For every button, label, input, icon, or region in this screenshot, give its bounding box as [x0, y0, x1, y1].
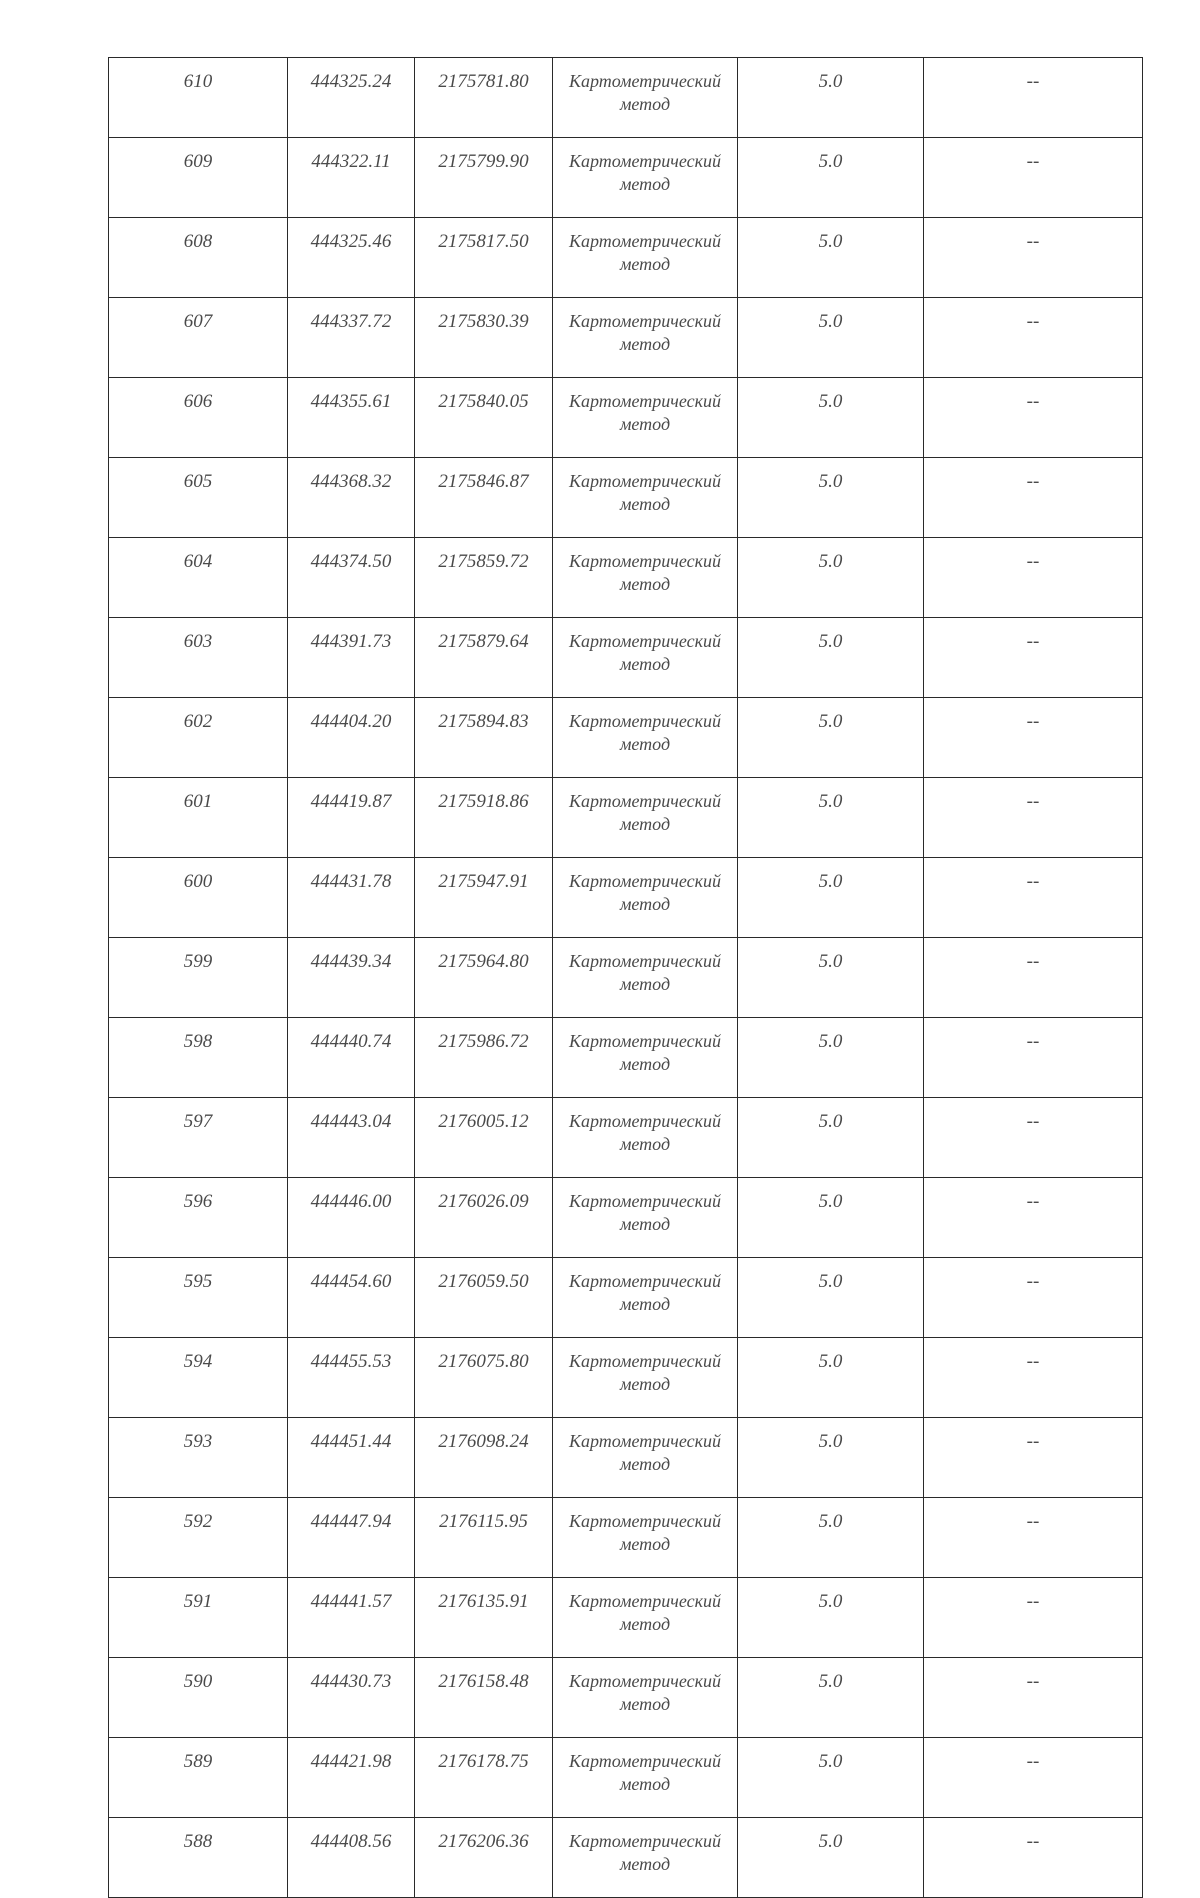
y-coordinate-cell: 2175986.72	[415, 1018, 553, 1098]
accuracy-cell: 5.0	[738, 138, 924, 218]
point-number-cell: 607	[109, 298, 288, 378]
note-cell: --	[924, 858, 1143, 938]
point-number-cell: 603	[109, 618, 288, 698]
x-coordinate-cell: 444325.24	[288, 58, 415, 138]
point-number-cell: 608	[109, 218, 288, 298]
table-row	[109, 858, 1143, 938]
y-coordinate-cell: 2175964.80	[415, 938, 553, 1018]
table-row	[109, 778, 1143, 858]
point-number-cell: 590	[109, 1658, 288, 1738]
y-coordinate-cell: 2176026.09	[415, 1178, 553, 1258]
accuracy-cell: 5.0	[738, 858, 924, 938]
coordinates-table	[108, 57, 1143, 1898]
accuracy-cell: 5.0	[738, 298, 924, 378]
note-cell: --	[924, 1418, 1143, 1498]
y-coordinate-cell: 2176075.80	[415, 1338, 553, 1418]
point-number-cell: 604	[109, 538, 288, 618]
x-coordinate-cell: 444368.32	[288, 458, 415, 538]
table-row	[109, 1178, 1143, 1258]
point-number-cell: 596	[109, 1178, 288, 1258]
method-cell: Картометрический метод	[553, 778, 738, 858]
note-cell: --	[924, 1338, 1143, 1418]
x-coordinate-cell: 444408.56	[288, 1818, 415, 1898]
accuracy-cell: 5.0	[738, 618, 924, 698]
point-number-cell: 605	[109, 458, 288, 538]
method-cell: Картометрический метод	[553, 58, 738, 138]
method-cell: Картометрический метод	[553, 858, 738, 938]
y-coordinate-cell: 2176115.95	[415, 1498, 553, 1578]
y-coordinate-cell: 2176178.75	[415, 1738, 553, 1818]
note-cell: --	[924, 618, 1143, 698]
x-coordinate-cell: 444337.72	[288, 298, 415, 378]
point-number-cell: 602	[109, 698, 288, 778]
x-coordinate-cell: 444431.78	[288, 858, 415, 938]
note-cell: --	[924, 1578, 1143, 1658]
accuracy-cell: 5.0	[738, 1178, 924, 1258]
note-cell: --	[924, 778, 1143, 858]
accuracy-cell: 5.0	[738, 1258, 924, 1338]
y-coordinate-cell: 2176005.12	[415, 1098, 553, 1178]
point-number-cell: 589	[109, 1738, 288, 1818]
accuracy-cell: 5.0	[738, 698, 924, 778]
y-coordinate-cell: 2175840.05	[415, 378, 553, 458]
table-row	[109, 1018, 1143, 1098]
method-cell: Картометрический метод	[553, 698, 738, 778]
y-coordinate-cell: 2175918.86	[415, 778, 553, 858]
y-coordinate-cell: 2175859.72	[415, 538, 553, 618]
y-coordinate-cell: 2176059.50	[415, 1258, 553, 1338]
table-row	[109, 298, 1143, 378]
table-row	[109, 1258, 1143, 1338]
note-cell: --	[924, 1818, 1143, 1898]
accuracy-cell: 5.0	[738, 1738, 924, 1818]
accuracy-cell: 5.0	[738, 458, 924, 538]
y-coordinate-cell: 2175781.80	[415, 58, 553, 138]
x-coordinate-cell: 444455.53	[288, 1338, 415, 1418]
accuracy-cell: 5.0	[738, 778, 924, 858]
method-cell: Картометрический метод	[553, 1258, 738, 1338]
y-coordinate-cell: 2176098.24	[415, 1418, 553, 1498]
x-coordinate-cell: 444374.50	[288, 538, 415, 618]
point-number-cell: 609	[109, 138, 288, 218]
note-cell: --	[924, 218, 1143, 298]
method-cell: Картометрический метод	[553, 138, 738, 218]
y-coordinate-cell: 2175947.91	[415, 858, 553, 938]
method-cell: Картометрический метод	[553, 1098, 738, 1178]
point-number-cell: 595	[109, 1258, 288, 1338]
method-cell: Картометрический метод	[553, 538, 738, 618]
y-coordinate-cell: 2176135.91	[415, 1578, 553, 1658]
point-number-cell: 610	[109, 58, 288, 138]
method-cell: Картометрический метод	[553, 458, 738, 538]
point-number-cell: 600	[109, 858, 288, 938]
point-number-cell: 601	[109, 778, 288, 858]
accuracy-cell: 5.0	[738, 1018, 924, 1098]
table-row	[109, 218, 1143, 298]
point-number-cell: 592	[109, 1498, 288, 1578]
x-coordinate-cell: 444443.04	[288, 1098, 415, 1178]
note-cell: --	[924, 1658, 1143, 1738]
table-row	[109, 938, 1143, 1018]
table-row	[109, 1418, 1143, 1498]
accuracy-cell: 5.0	[738, 1578, 924, 1658]
x-coordinate-cell: 444419.87	[288, 778, 415, 858]
note-cell: --	[924, 458, 1143, 538]
accuracy-cell: 5.0	[738, 1098, 924, 1178]
table-row	[109, 1578, 1143, 1658]
table-row	[109, 1498, 1143, 1578]
point-number-cell: 598	[109, 1018, 288, 1098]
table-row	[109, 58, 1143, 138]
point-number-cell: 593	[109, 1418, 288, 1498]
method-cell: Картометрический метод	[553, 218, 738, 298]
method-cell: Картометрический метод	[553, 378, 738, 458]
point-number-cell: 588	[109, 1818, 288, 1898]
table-row	[109, 618, 1143, 698]
note-cell: --	[924, 58, 1143, 138]
method-cell: Картометрический метод	[553, 1738, 738, 1818]
accuracy-cell: 5.0	[738, 1818, 924, 1898]
y-coordinate-cell: 2175830.39	[415, 298, 553, 378]
accuracy-cell: 5.0	[738, 378, 924, 458]
x-coordinate-cell: 444391.73	[288, 618, 415, 698]
accuracy-cell: 5.0	[738, 218, 924, 298]
note-cell: --	[924, 1098, 1143, 1178]
y-coordinate-cell: 2176206.36	[415, 1818, 553, 1898]
x-coordinate-cell: 444430.73	[288, 1658, 415, 1738]
method-cell: Картометрический метод	[553, 298, 738, 378]
x-coordinate-cell: 444325.46	[288, 218, 415, 298]
x-coordinate-cell: 444441.57	[288, 1578, 415, 1658]
x-coordinate-cell: 444447.94	[288, 1498, 415, 1578]
y-coordinate-cell: 2175894.83	[415, 698, 553, 778]
method-cell: Картометрический метод	[553, 938, 738, 1018]
note-cell: --	[924, 1018, 1143, 1098]
method-cell: Картометрический метод	[553, 1338, 738, 1418]
method-cell: Картометрический метод	[553, 618, 738, 698]
method-cell: Картометрический метод	[553, 1578, 738, 1658]
note-cell: --	[924, 1178, 1143, 1258]
note-cell: --	[924, 378, 1143, 458]
note-cell: --	[924, 698, 1143, 778]
table-row	[109, 138, 1143, 218]
method-cell: Картометрический метод	[553, 1818, 738, 1898]
accuracy-cell: 5.0	[738, 58, 924, 138]
table-row	[109, 1738, 1143, 1818]
table-row	[109, 1338, 1143, 1418]
x-coordinate-cell: 444421.98	[288, 1738, 415, 1818]
method-cell: Картометрический метод	[553, 1018, 738, 1098]
table-row	[109, 1098, 1143, 1178]
y-coordinate-cell: 2175846.87	[415, 458, 553, 538]
point-number-cell: 591	[109, 1578, 288, 1658]
accuracy-cell: 5.0	[738, 1658, 924, 1738]
accuracy-cell: 5.0	[738, 1338, 924, 1418]
coordinates-table-body	[109, 58, 1143, 1898]
x-coordinate-cell: 444355.61	[288, 378, 415, 458]
x-coordinate-cell: 444451.44	[288, 1418, 415, 1498]
table-row	[109, 1818, 1143, 1898]
method-cell: Картометрический метод	[553, 1418, 738, 1498]
table-row	[109, 538, 1143, 618]
x-coordinate-cell: 444439.34	[288, 938, 415, 1018]
table-row	[109, 458, 1143, 538]
point-number-cell: 599	[109, 938, 288, 1018]
method-cell: Картометрический метод	[553, 1658, 738, 1738]
note-cell: --	[924, 538, 1143, 618]
table-row	[109, 698, 1143, 778]
x-coordinate-cell: 444322.11	[288, 138, 415, 218]
method-cell: Картометрический метод	[553, 1178, 738, 1258]
note-cell: --	[924, 138, 1143, 218]
accuracy-cell: 5.0	[738, 538, 924, 618]
point-number-cell: 606	[109, 378, 288, 458]
table-row	[109, 378, 1143, 458]
note-cell: --	[924, 1498, 1143, 1578]
x-coordinate-cell: 444440.74	[288, 1018, 415, 1098]
note-cell: --	[924, 1738, 1143, 1818]
y-coordinate-cell: 2175799.90	[415, 138, 553, 218]
note-cell: --	[924, 298, 1143, 378]
y-coordinate-cell: 2175817.50	[415, 218, 553, 298]
note-cell: --	[924, 938, 1143, 1018]
note-cell: --	[924, 1258, 1143, 1338]
point-number-cell: 597	[109, 1098, 288, 1178]
method-cell: Картометрический метод	[553, 1498, 738, 1578]
accuracy-cell: 5.0	[738, 1498, 924, 1578]
y-coordinate-cell: 2176158.48	[415, 1658, 553, 1738]
x-coordinate-cell: 444454.60	[288, 1258, 415, 1338]
y-coordinate-cell: 2175879.64	[415, 618, 553, 698]
x-coordinate-cell: 444446.00	[288, 1178, 415, 1258]
accuracy-cell: 5.0	[738, 1418, 924, 1498]
accuracy-cell: 5.0	[738, 938, 924, 1018]
point-number-cell: 594	[109, 1338, 288, 1418]
x-coordinate-cell: 444404.20	[288, 698, 415, 778]
